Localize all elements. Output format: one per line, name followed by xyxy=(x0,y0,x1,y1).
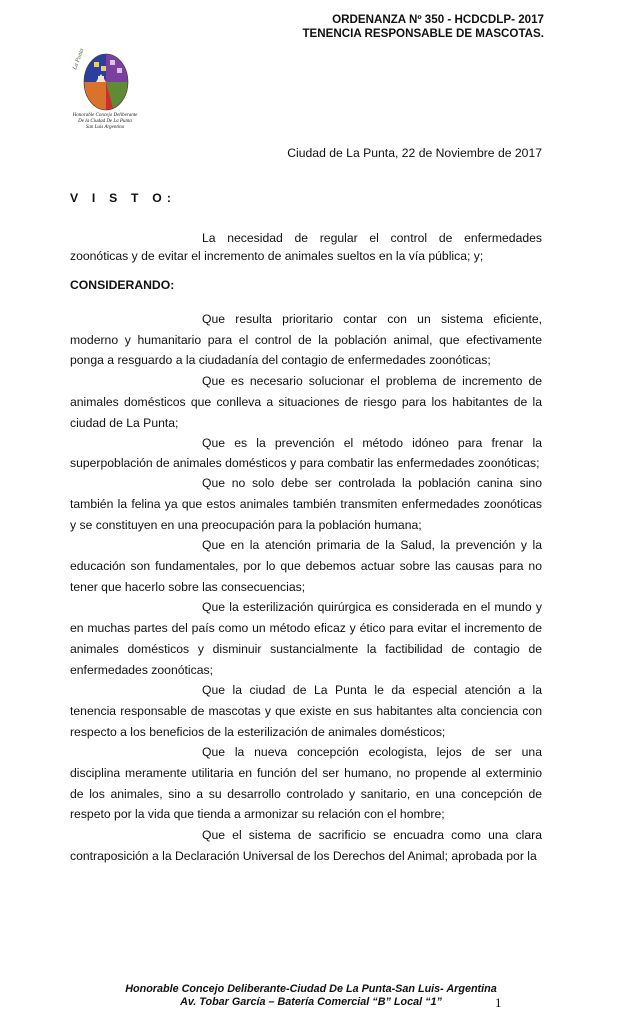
considerando-paragraph: Que la esterilización quirúrgica es considerada en el mundo y en muchas partes del país como un método eficaz y ético para evitar el incremento de animales domésticos y disminuir sustancialmente la factibilidad de contagio de enfermedades zoonóticas; xyxy=(70,600,542,677)
considerando-body xyxy=(70,309,542,867)
footer-line-institution: Honorable Concejo Deliberante-Ciudad De La Punta-San Luis- Argentina xyxy=(125,983,497,995)
document-header xyxy=(302,13,544,41)
page-number: 1 xyxy=(495,995,502,1010)
considerando-paragraph: Que es necesario solucionar el problema de incremento de animales domésticos que conlleva a situaciones de riesgo para los habitantes de la ciudad de La Punta; xyxy=(70,374,542,430)
considerando-paragraph: Que en la atención primaria de la Salud, la prevención y la educación son fundamentales, por lo que debemos actuar sobre las causas para no tener que hacerlo sobre las consecuencias; xyxy=(70,538,542,594)
visto-text: La necesidad de regular el control de enfermedades zoonóticas y de evitar el incremento de animales sueltos en la vía pública; y; xyxy=(70,231,542,263)
considerando-paragraph: Que es la prevención el método idóneo para frenar la superpoblación de animales domésticos y para combatir las enfermedades zoonóticas; xyxy=(70,436,542,471)
ordinance-subject: TENENCIA RESPONSABLE DE MASCOTAS. xyxy=(302,27,544,40)
logo-caption-line: De la Ciudad De La Punta xyxy=(78,119,132,124)
logo-arc-text: La Punta xyxy=(72,47,86,71)
considerando-paragraph: Que el sistema de sacrificio se encuadra como una clara contraposición a la Declaración Universal de los Derechos del Animal; aprobada por la xyxy=(70,828,542,863)
considerando-heading: CONSIDERANDO: xyxy=(70,278,175,292)
considerando-paragraph: Que la nueva concepción ecologista, lejos de ser una disciplina meramente utilitaria en función del ser humano, no propende al exterminio de los animales, sino a su desarrollo controlado y sanitario, en una concepción de respeto por la vida que tienda a armonizar su relación con el hombre; xyxy=(70,745,542,822)
considerando-paragraph: Que no solo debe ser controlada la población canina sino también la felina ya que estos animales también transmiten enfermedades zoonóticas y se constituyen en una preocupación para la población humana; xyxy=(70,476,542,532)
logo-caption-line: San Luis Argentina xyxy=(85,125,125,130)
considerando-paragraph: Que resulta prioritario contar con un sistema eficiente, moderno y humanitario para el control de la población animal, que efectivamente ponga a resguardo a la ciudadanía del contagio de enfermedades zoonóticas; xyxy=(70,312,542,368)
footer-line-address: Av. Tobar García – Batería Comercial “B” Local “1” xyxy=(180,996,442,1008)
place-date: Ciudad de La Punta, 22 de Noviembre de 2017 xyxy=(287,146,542,160)
page-footer xyxy=(0,983,622,1009)
logo-caption-line: Honorable Concejo Deliberante xyxy=(72,113,138,118)
logo-caption xyxy=(62,113,148,131)
visto-heading: V I S T O: xyxy=(70,191,177,205)
considerando-paragraph: Que la ciudad de La Punta le da especial atención a la tenencia responsable de mascotas y que existe en sus habitantes alta conciencia con respecto a los beneficios de la esterilización de animales domésticos; xyxy=(70,683,542,739)
council-emblem-icon xyxy=(70,40,140,115)
ordinance-number: ORDENANZA Nº 350 - HCDCDLP- 2017 xyxy=(332,13,544,26)
